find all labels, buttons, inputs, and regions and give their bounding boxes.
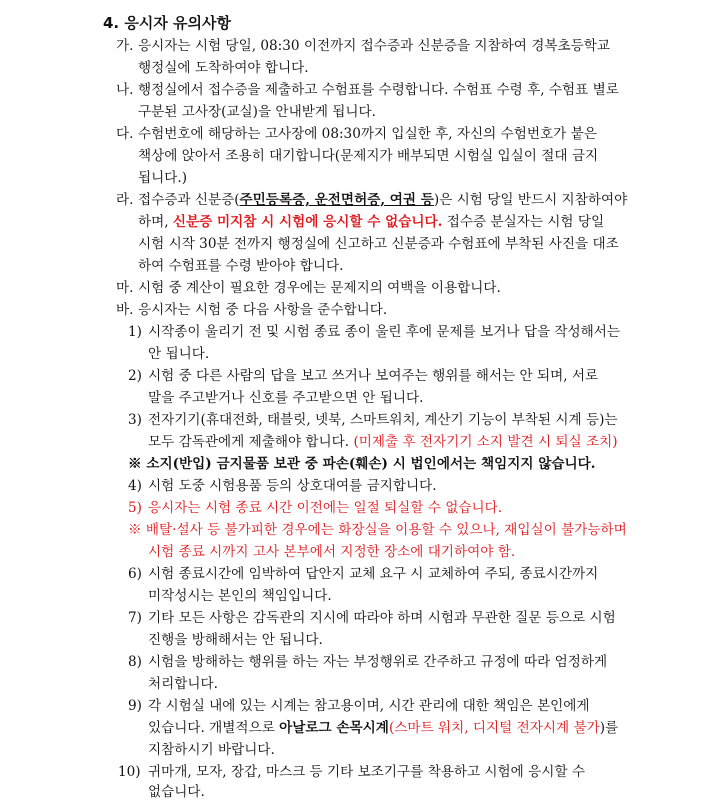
sub-3-line2 bbox=[148, 431, 618, 453]
sub-7-line2: 진행을 방해해서는 안 됩니다. bbox=[148, 632, 323, 648]
sub-2-line1: 시험 중 다른 사람의 답을 보고 쓰거나 보여주는 행위를 해서는 안 되며, 서로 bbox=[148, 368, 599, 384]
sub-2-line2: 말을 주고받거나 신호를 주고받으면 안 됩니다. bbox=[148, 390, 424, 406]
item-ra-line1-a: 접수증과 신분증( bbox=[138, 192, 240, 208]
item-ba-line1: 응시자는 시험 중 다음 사항을 준수합니다. bbox=[138, 302, 388, 318]
item-ga-marker: 가. bbox=[116, 38, 134, 54]
sub-4-marker: 4) bbox=[128, 478, 142, 494]
sub-9-line3: 지참하시기 바랍니다. bbox=[148, 742, 275, 758]
smartwatch-prohibited-note: 스마트 워치, 디지털 전자시계 불가 bbox=[394, 720, 600, 736]
sub-6-line1: 시험 종료시간에 임박하여 답안지 교체 요구 시 교체하여 주되, 종료시간까지 bbox=[148, 566, 599, 582]
item-da-marker: 다. bbox=[116, 126, 134, 142]
item-ma-marker: 마. bbox=[116, 280, 134, 296]
sub-9-line1: 각 시험실 내에 있는 시계는 참고용이며, 시간 관리에 대한 책임은 본인에게 bbox=[148, 698, 590, 714]
restroom-note-line2: 시험 종료 시까지 고사 본부에서 지정한 장소에 대기하여야 함. bbox=[148, 544, 516, 560]
item-ra-line4: 하여 수험표를 수령 받아야 합니다. bbox=[138, 258, 344, 274]
item-da-line3: 됩니다.) bbox=[138, 170, 188, 186]
sub-9-line2 bbox=[148, 717, 618, 739]
item-ra-line2 bbox=[138, 211, 604, 233]
sub-10-line1: 귀마개, 모자, 장갑, 마스크 등 기타 보조기구를 착용하고 시험에 응시할 수 bbox=[148, 764, 585, 780]
restroom-note-line1: ※ 배탈·설사 등 불가피한 경우에는 화장실을 이용할 수 있으나, 재입실이 불가능하며 bbox=[128, 522, 627, 538]
sub-4-line1: 시험 도중 시험용품 등의 상호대여를 금지합니다. bbox=[148, 478, 437, 494]
item-ba-marker: 바. bbox=[116, 302, 134, 318]
item-ra-line3: 시험 시작 30분 전까지 행정실에 신고하고 신분증과 수험표에 부착된 사진을 대조 bbox=[138, 236, 619, 252]
analog-watch-emphasis: 아날로그 손목시계 bbox=[279, 720, 389, 736]
sub-6-marker: 6) bbox=[128, 566, 142, 582]
sub-5-line1: 응시자는 시험 종료 시간 이전에는 일절 퇴실할 수 없습니다. bbox=[148, 500, 503, 516]
sub-9-line2-e: )를 bbox=[599, 720, 619, 736]
sub-8-line1: 시험을 방해하는 행위를 하는 자는 부정행위로 간주하고 규정에 따라 엄정하게 bbox=[148, 654, 608, 670]
item-ra-marker: 라. bbox=[116, 192, 134, 208]
item-na-line1: 행정실에서 접수증을 제출하고 수험표를 수령합니다. 수험표 수령 후, 수험표 별로 bbox=[138, 82, 619, 98]
sub-10-line2: 없습니다. bbox=[148, 784, 205, 800]
sub-7-marker: 7) bbox=[128, 610, 142, 626]
sub-3-line1: 전자기기(휴대전화, 태블릿, 넷북, 스마트워치, 계산기 기능이 부착된 시계 등)는 bbox=[148, 412, 618, 428]
section-heading: 4. 응시자 유의사항 bbox=[103, 14, 232, 32]
sub-7-line1: 기타 모든 사항은 감독관의 지시에 따라야 하며 시험과 무관한 질문 등으로 시험 bbox=[148, 610, 616, 626]
sub-3-marker: 3) bbox=[128, 412, 142, 428]
device-penalty-note: (미제출 후 전자기기 소지 발견 시 퇴실 조치) bbox=[353, 434, 618, 450]
liability-note: ※ 소지(반입) 금지물품 보관 중 파손(훼손) 시 법인에서는 책임지지 않습니다. bbox=[128, 456, 596, 472]
item-ga-line1: 응시자는 시험 당일, 08:30 이전까지 접수증과 신분증을 지참하여 경복초등학교 bbox=[138, 38, 611, 54]
sub-10-marker: 10) bbox=[118, 764, 141, 780]
sub-3-line2-a: 모두 감독관에게 제출해야 합니다. bbox=[148, 434, 354, 450]
id-card-list: 주민등록증, 운전면허증, 여권 등 bbox=[239, 192, 434, 208]
sub-9-paren-open: ( bbox=[388, 720, 395, 736]
item-ra-line2-a: 하며, bbox=[138, 214, 173, 230]
item-na-marker: 나. bbox=[116, 82, 134, 98]
sub-1-line1: 시작종이 울리기 전 및 시험 종료 종이 울린 후에 문제를 보거나 답을 작성해서는 bbox=[148, 324, 621, 340]
item-da-line1: 수험번호에 해당하는 고사장에 08:30까지 입실한 후, 자신의 수험번호가 붙은 bbox=[138, 126, 597, 142]
sub-2-marker: 2) bbox=[128, 368, 142, 384]
sub-8-marker: 8) bbox=[128, 654, 142, 670]
sub-1-line2: 안 됩니다. bbox=[148, 346, 210, 362]
sub-9-marker: 9) bbox=[128, 698, 142, 714]
sub-6-line2: 미작성시는 본인의 책임입니다. bbox=[148, 588, 332, 604]
sub-1-marker: 1) bbox=[128, 324, 142, 340]
item-ga-line2: 행정실에 도착하여야 합니다. bbox=[138, 60, 309, 76]
sub-5-marker: 5) bbox=[128, 500, 142, 516]
id-required-warning: 신분증 미지참 시 시험에 응시할 수 없습니다. bbox=[172, 214, 443, 230]
sub-8-line2: 처리합니다. bbox=[148, 676, 218, 692]
item-da-line2: 책상에 앉아서 조용히 대기합니다(문제지가 배부되면 시험실 입실이 절대 금지 bbox=[138, 148, 599, 164]
sub-9-line2-a: 있습니다. 개별적으로 bbox=[148, 720, 280, 736]
item-na-line2: 구분된 고사장(교실)을 안내받게 됩니다. bbox=[138, 104, 376, 120]
item-ra-line1-c: )은 시험 당일 반드시 지참하여야 bbox=[433, 192, 628, 208]
item-ra-line2-c: 접수증 분실자는 시험 당일 bbox=[442, 214, 605, 230]
item-ma-line1: 시험 중 계산이 필요한 경우에는 문제지의 여백을 이용합니다. bbox=[138, 280, 501, 296]
item-ra-line1 bbox=[138, 189, 627, 211]
